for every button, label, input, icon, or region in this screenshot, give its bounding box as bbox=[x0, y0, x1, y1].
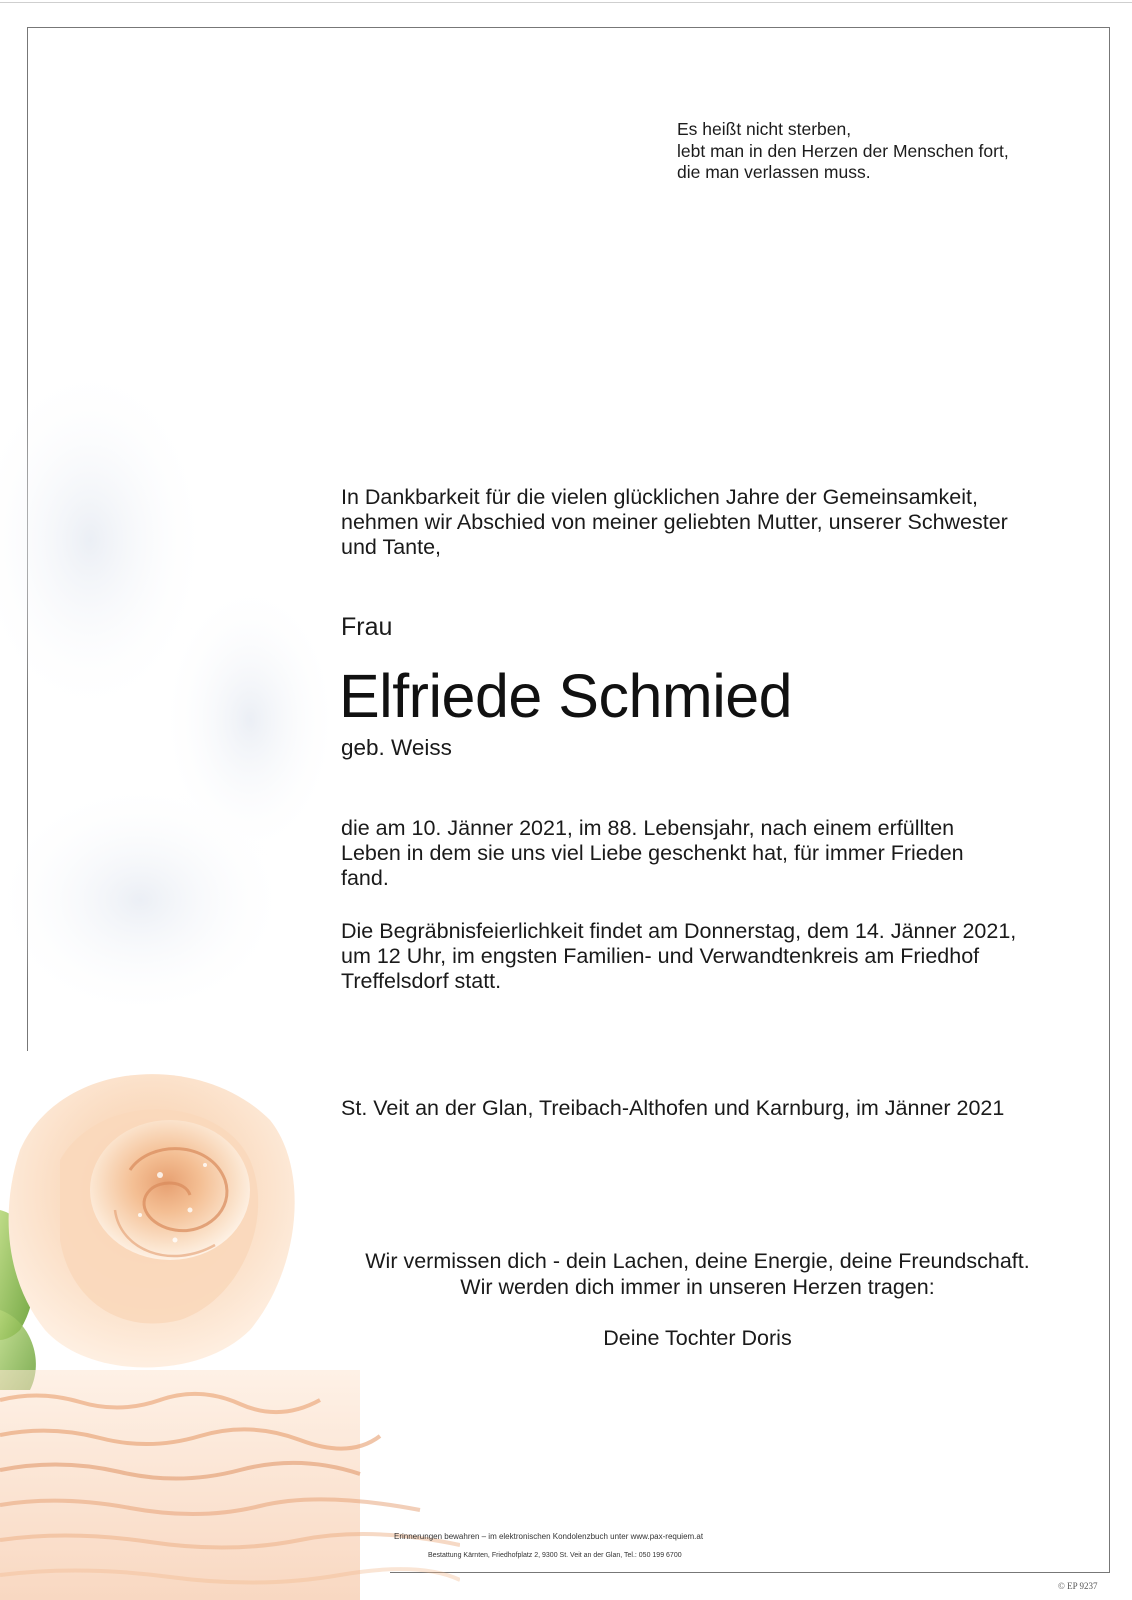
top-rule bbox=[0, 2, 1132, 3]
closing-line: Wir werden dich immer in unseren Herzen tragen: bbox=[460, 1275, 935, 1299]
death-notice-paragraph bbox=[341, 816, 964, 891]
intro-paragraph bbox=[341, 485, 1081, 560]
footer-condolence-note: Erinnerungen bewahren – im elektronischen Kondolenzbuch unter www.pax-requiem.at bbox=[394, 1532, 704, 1541]
maiden-name: geb. Weiss bbox=[341, 735, 452, 760]
quote-line: Es heißt nicht sterben, bbox=[677, 119, 852, 139]
death-notice-line: die am 10. Jänner 2021, im 88. Lebensjahr, nach einem erfüllten bbox=[341, 816, 955, 840]
quote-line: lebt man in den Herzen der Menschen fort, bbox=[677, 140, 1009, 161]
salutation: Frau bbox=[341, 613, 393, 641]
funeral-line: Die Begräbnisfeierlichkeit findet am Donnerstag, dem 14. Jänner 2021, bbox=[341, 919, 1017, 943]
intro-line: und Tante, bbox=[341, 535, 442, 559]
signature: Deine Tochter Doris bbox=[603, 1326, 792, 1350]
footer-undertaker-address: Bestattung Kärnten, Friedhofplatz 2, 9300 St. Veit an der Glan, Tel.: 050 199 6700 bbox=[428, 1552, 682, 1559]
quote-line: die man verlassen muss. bbox=[677, 162, 871, 182]
frame-border-top bbox=[27, 27, 1110, 28]
funeral-paragraph bbox=[341, 919, 1016, 994]
closing-line: Wir vermissen dich - dein Lachen, deine Energie, deine Freundschaft. bbox=[365, 1249, 1030, 1273]
place-and-date: St. Veit an der Glan, Treibach-Althofen und Karnburg, im Jänner 2021 bbox=[341, 1096, 1005, 1120]
death-notice-line: Leben in dem sie uns viel Liebe geschenkt hat, für immer Frieden bbox=[341, 841, 964, 865]
intro-line: In Dankbarkeit für die vielen glücklichen Jahre der Gemeinsamkeit, bbox=[341, 485, 978, 509]
funeral-line: um 12 Uhr, im engsten Familien- und Verwandtenkreis am Friedhof bbox=[341, 944, 980, 968]
frame-border-bottom bbox=[390, 1572, 1110, 1573]
faint-flower-background bbox=[0, 340, 380, 1040]
frame-border-right bbox=[1109, 27, 1110, 1573]
deceased-name: Elfriede Schmied bbox=[339, 662, 793, 730]
document-code: © EP 9237 bbox=[1058, 1581, 1098, 1591]
closing-message bbox=[340, 1248, 1055, 1300]
rose-illustration bbox=[0, 1040, 460, 1600]
death-notice-line: fand. bbox=[341, 866, 389, 890]
intro-line: nehmen wir Abschied von meiner geliebten Mutter, unserer Schwester bbox=[341, 510, 1008, 534]
epigraph-quote bbox=[677, 119, 1009, 184]
funeral-line: Treffelsdorf statt. bbox=[341, 969, 502, 993]
